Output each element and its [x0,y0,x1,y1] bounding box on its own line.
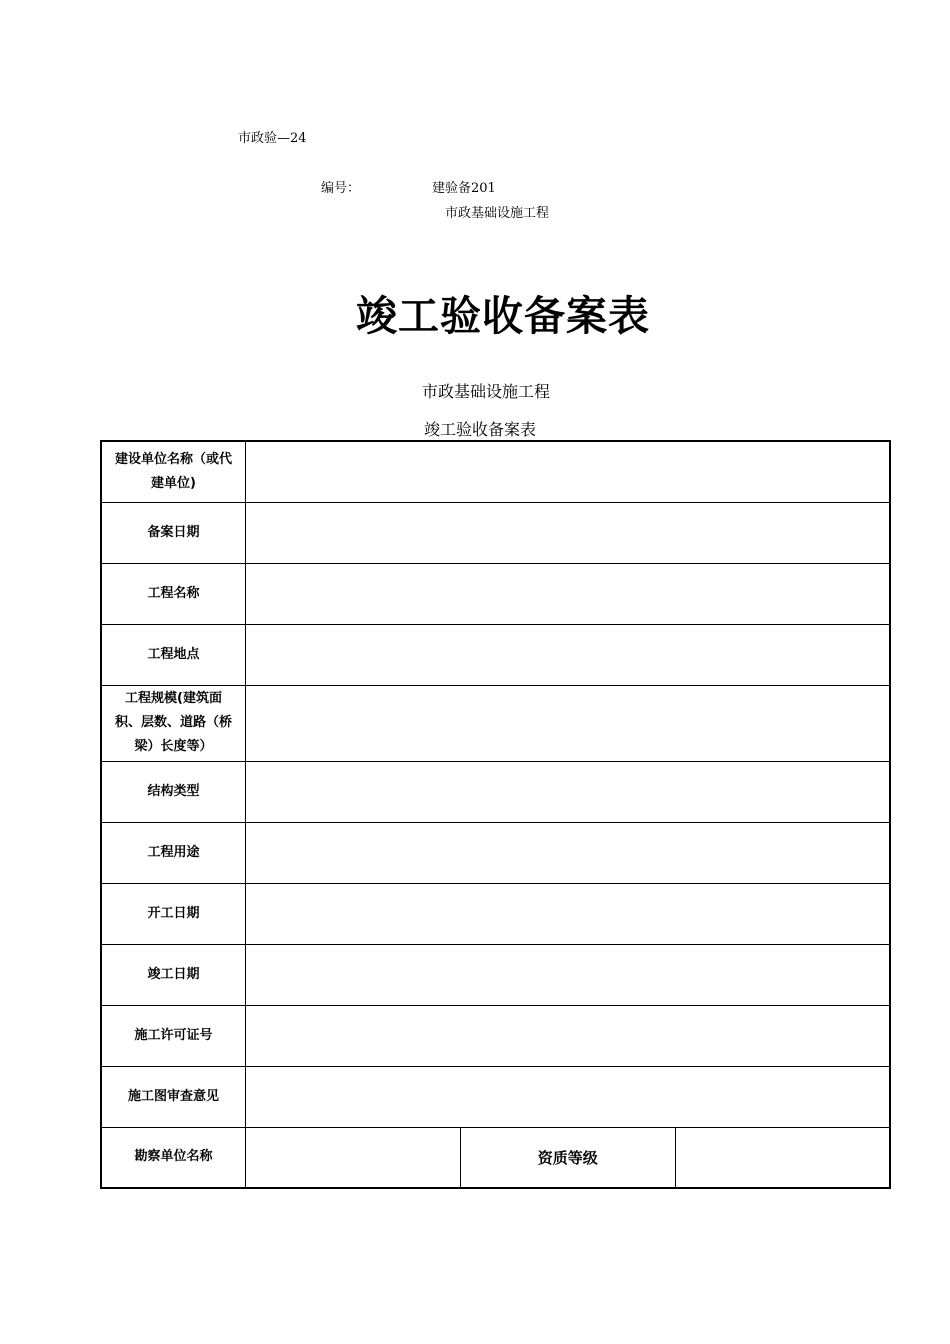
table-subtitle-line1: 市政基础设施工程 [421,382,550,401]
table-row [101,761,890,822]
field-label-completion-date: 竣工日期 [101,944,246,1005]
field-label-record-date: 备案日期 [101,502,246,563]
table-row [101,685,890,761]
field-label-builder-name: 建设单位名称（或代建单位) [101,441,246,502]
field-value-survey-unit[interactable] [246,1127,461,1188]
field-value-builder-name[interactable] [246,441,891,502]
field-label-qualification-grade: 资质等级 [460,1127,675,1188]
serial-number-label: 编号： [321,181,361,196]
document-title: 竣工验收备案表 [356,292,650,340]
field-label-structure-type: 结构类型 [101,761,246,822]
field-value-structure-type[interactable] [246,761,891,822]
field-value-completion-date[interactable] [246,944,891,1005]
field-value-project-location[interactable] [246,624,891,685]
table-row [101,563,890,624]
field-value-qualification-grade[interactable] [675,1127,890,1188]
table-subtitle-line2: 竣工验收备案表 [423,420,536,439]
field-label-project-usage: 工程用途 [101,822,246,883]
field-value-project-name[interactable] [246,563,891,624]
field-value-project-usage[interactable] [246,822,891,883]
project-category: 市政基础设施工程 [445,206,550,221]
table-row [101,1127,890,1188]
field-value-start-date[interactable] [246,883,891,944]
table-row [101,1066,890,1127]
field-label-start-date: 开工日期 [101,883,246,944]
table-row [101,624,890,685]
field-label-project-scale: 工程规模(建筑面积、层数、道路（桥梁）长度等） [101,685,246,761]
table-row [101,1005,890,1066]
field-label-survey-unit: 勘察单位名称 [101,1127,246,1188]
serial-number-value: 建验备201 [432,181,496,196]
table-row [101,883,890,944]
field-label-permit-number: 施工许可证号 [101,1005,246,1066]
table-row [101,502,890,563]
table-row [101,944,890,1005]
field-label-drawing-review: 施工图审查意见 [101,1066,246,1127]
form-code: 市政验—24 [238,131,307,146]
completion-record-table [100,440,891,1189]
field-value-permit-number[interactable] [246,1005,891,1066]
table-row [101,822,890,883]
field-value-project-scale[interactable] [246,685,891,761]
field-value-drawing-review[interactable] [246,1066,891,1127]
table-row [101,441,890,502]
field-value-record-date[interactable] [246,502,891,563]
field-label-project-name: 工程名称 [101,563,246,624]
field-label-project-location: 工程地点 [101,624,246,685]
